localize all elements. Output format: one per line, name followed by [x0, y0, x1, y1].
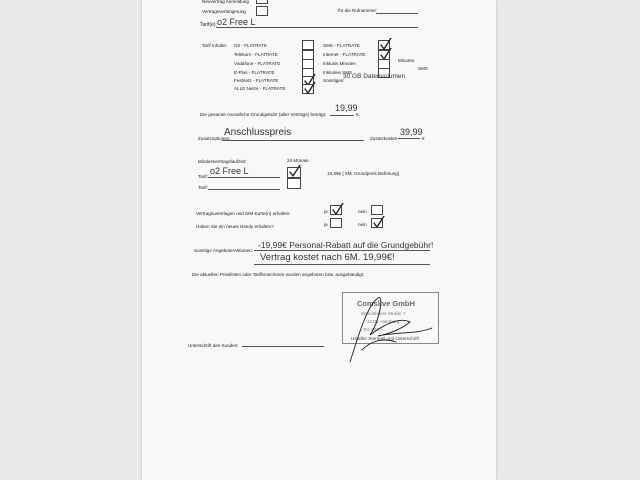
item-festnetz-flatrate: Festnetz - FLATRATE [234, 78, 279, 83]
grundgebuehr-currency: € [356, 112, 359, 117]
mindest-checkbox-1[interactable] [287, 167, 301, 178]
zusatzkosten-label: Zusatzkosten: [370, 136, 399, 141]
unterschrift-kunde-line[interactable] [242, 346, 324, 347]
neuvertrag-label: Neuvertrag Anmeldung [202, 0, 249, 4]
handy-nein-label: nein [358, 222, 367, 227]
grundgebuehr-label: Die gesamte monatliche Grundgebühr (aller Verträge) beträgt: [200, 112, 327, 117]
mindest-tarif2-label: Tarif: [198, 185, 208, 190]
mindest-tarif2-line [208, 189, 280, 190]
mindest-tarif-value: o2 Free L [210, 166, 249, 176]
checkmark-icon [332, 203, 344, 216]
handy-question: Haben Sie ein neues Handy erhalten? [196, 224, 274, 229]
zusatzkosten-line [398, 138, 420, 139]
sonstige-line2-rule [254, 264, 430, 265]
grundgebuehr-value: 19,99 [335, 103, 358, 113]
zusatzoptionen-label: Zusatzoptionen: [198, 136, 231, 141]
stamp-company: Comslive GmbH [357, 299, 415, 308]
handy-ja-label: ja [324, 222, 328, 227]
stamp-city: 22111 Hamburg [367, 319, 400, 324]
verlaengerung-checkbox[interactable] [256, 6, 268, 16]
zusatzkosten-value: 39,99 [400, 127, 423, 137]
item-o2-flatrate: O2 - FLATRATE [234, 43, 268, 48]
item-inklusiv-minuten: Inklusiv Minuten [323, 61, 356, 66]
item-alle-netze-flatrate: ALLE Netze - FLATRATE [234, 86, 286, 91]
verlaengerung-label: Vertragsverlängerung [202, 9, 246, 14]
unterschrift-kunde-label: Unterschrift des Kunden: [188, 343, 239, 348]
sms-label: SMS [418, 66, 428, 71]
zusatzoptionen-value: Anschlusspreis [224, 127, 292, 138]
item-internet-flatrate: Internet - FLATRATE [323, 52, 366, 57]
dealer-signature [340, 290, 440, 365]
minuten-label: Minuten [398, 58, 415, 63]
mindest-note: 19,99€ ( 6M. Grundpreis Befreiung) [327, 171, 400, 176]
stamp-haendler-label: Händler Stempel und Unterschrift [351, 336, 419, 341]
contract-form-page [142, 0, 496, 480]
mindest-months: 24 Monate [287, 158, 309, 163]
unterlagen-question: Vertragsunterlagen und SIM-Karte(n) erhalten: [196, 211, 291, 216]
sonstige-line1: -19,99€ Personal-Rabatt auf die Grundgebühr! [258, 240, 434, 250]
checkbox-o2-flatrate[interactable] [302, 40, 314, 50]
zusatzoptionen-line [222, 140, 364, 141]
item-telekom-flatrate: Telekom - FLATRATE [234, 52, 278, 57]
checkmark-icon [304, 82, 316, 95]
checkbox-alle-netze-flatrate[interactable] [302, 84, 314, 94]
checkmark-icon [373, 216, 385, 229]
handy-ja-checkbox[interactable] [330, 218, 342, 228]
tarif-label: Tarif(e): [200, 22, 217, 28]
grundgebuehr-line [330, 115, 354, 116]
rufnummer-line [376, 13, 418, 14]
mindest-checkbox-2[interactable] [287, 178, 301, 189]
unterlagen-nein-checkbox[interactable] [371, 205, 383, 215]
hinweis-text: Die aktuellen Preislisten oder Tarifbroschüren wurden angeboten bzw. ausgehändigt. [192, 272, 365, 277]
item-vodafone-flatrate: Vodafone - FLATRATE [234, 61, 281, 66]
item-sms-flatrate: SMS - FLATRATE [323, 43, 360, 48]
item-eplus-flatrate: E-Plus - FLATRATE [234, 70, 275, 75]
stamp-street: Wandsbeker Straße 7 [361, 311, 406, 316]
unterlagen-ja-label: ja [324, 209, 328, 214]
unterlagen-nein-label: nein [358, 209, 367, 214]
mindest-label: Mindestvertragslaufzeit: [198, 159, 247, 164]
tarif-line [216, 27, 418, 28]
neuvertrag-checkbox[interactable] [256, 0, 268, 4]
sonstiges-value: 30 GB Datenvolumen [343, 73, 406, 80]
zusatzkosten-currency: € [422, 136, 425, 141]
sonstige-line1-rule [254, 250, 430, 251]
tarif-value: o2 Free L [217, 17, 256, 27]
item-inklusive-sms: Inklusive SMS [323, 70, 353, 75]
mindest-tarif-line [208, 177, 280, 178]
checkmark-icon [289, 165, 301, 178]
sonstige-line2: Vertrag kostet nach 6M. 19,99€! [260, 252, 395, 263]
sonstige-label: Sonstige Angebote/Aktionen: [194, 248, 253, 253]
stamp-phone: Tel. 040 / ... [363, 327, 387, 332]
tarif-inhalte-label: Tarif Inhalte: [202, 43, 228, 48]
unterlagen-ja-checkbox[interactable] [330, 205, 342, 215]
sonstiges-label: Sonstiges: [323, 78, 345, 83]
handy-nein-checkbox[interactable] [371, 218, 383, 228]
mindest-tarif-label: Tarif: [198, 174, 208, 179]
rufnummer-label: für die Rufnummer: [338, 8, 378, 13]
